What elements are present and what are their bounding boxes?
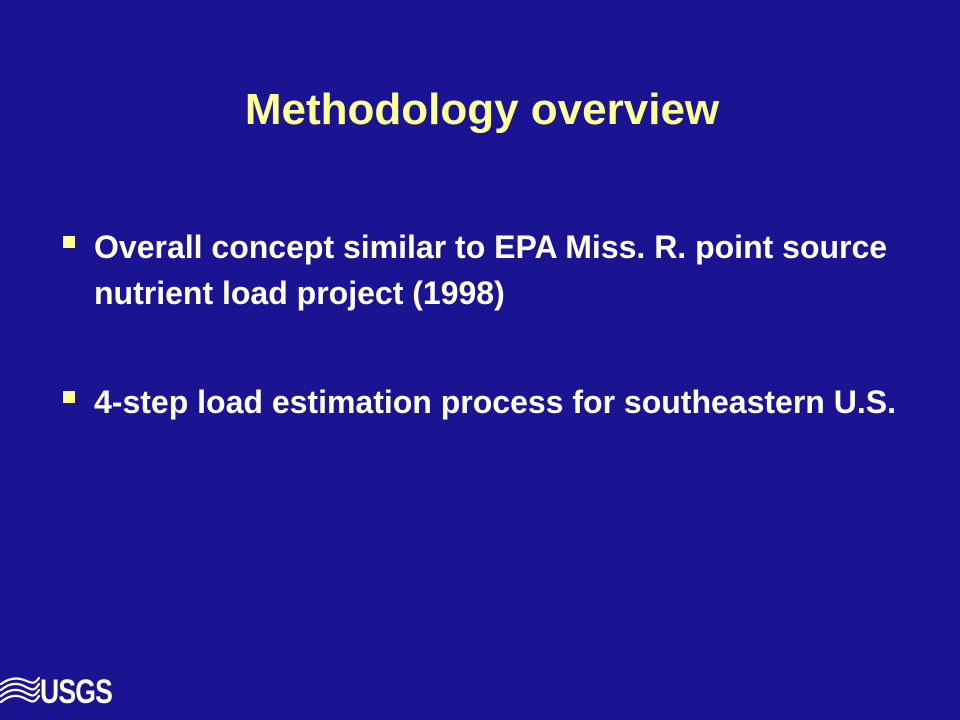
bullet-list	[62, 224, 922, 488]
bullet-text: Overall concept similar to EPA Miss. R. point source nutrient load project (1998)	[94, 229, 888, 311]
usgs-waves-icon	[0, 676, 40, 708]
bullet-item	[62, 379, 922, 425]
bullet-item	[62, 224, 922, 316]
square-bullet-icon	[63, 236, 75, 248]
square-bullet-icon	[63, 391, 75, 403]
usgs-logo	[0, 674, 130, 710]
slide-title: Methodology overview	[244, 85, 720, 134]
usgs-logo-text: USGS	[40, 673, 113, 711]
bullet-text: 4-step load estimation process for southeastern U.S.	[94, 384, 896, 420]
